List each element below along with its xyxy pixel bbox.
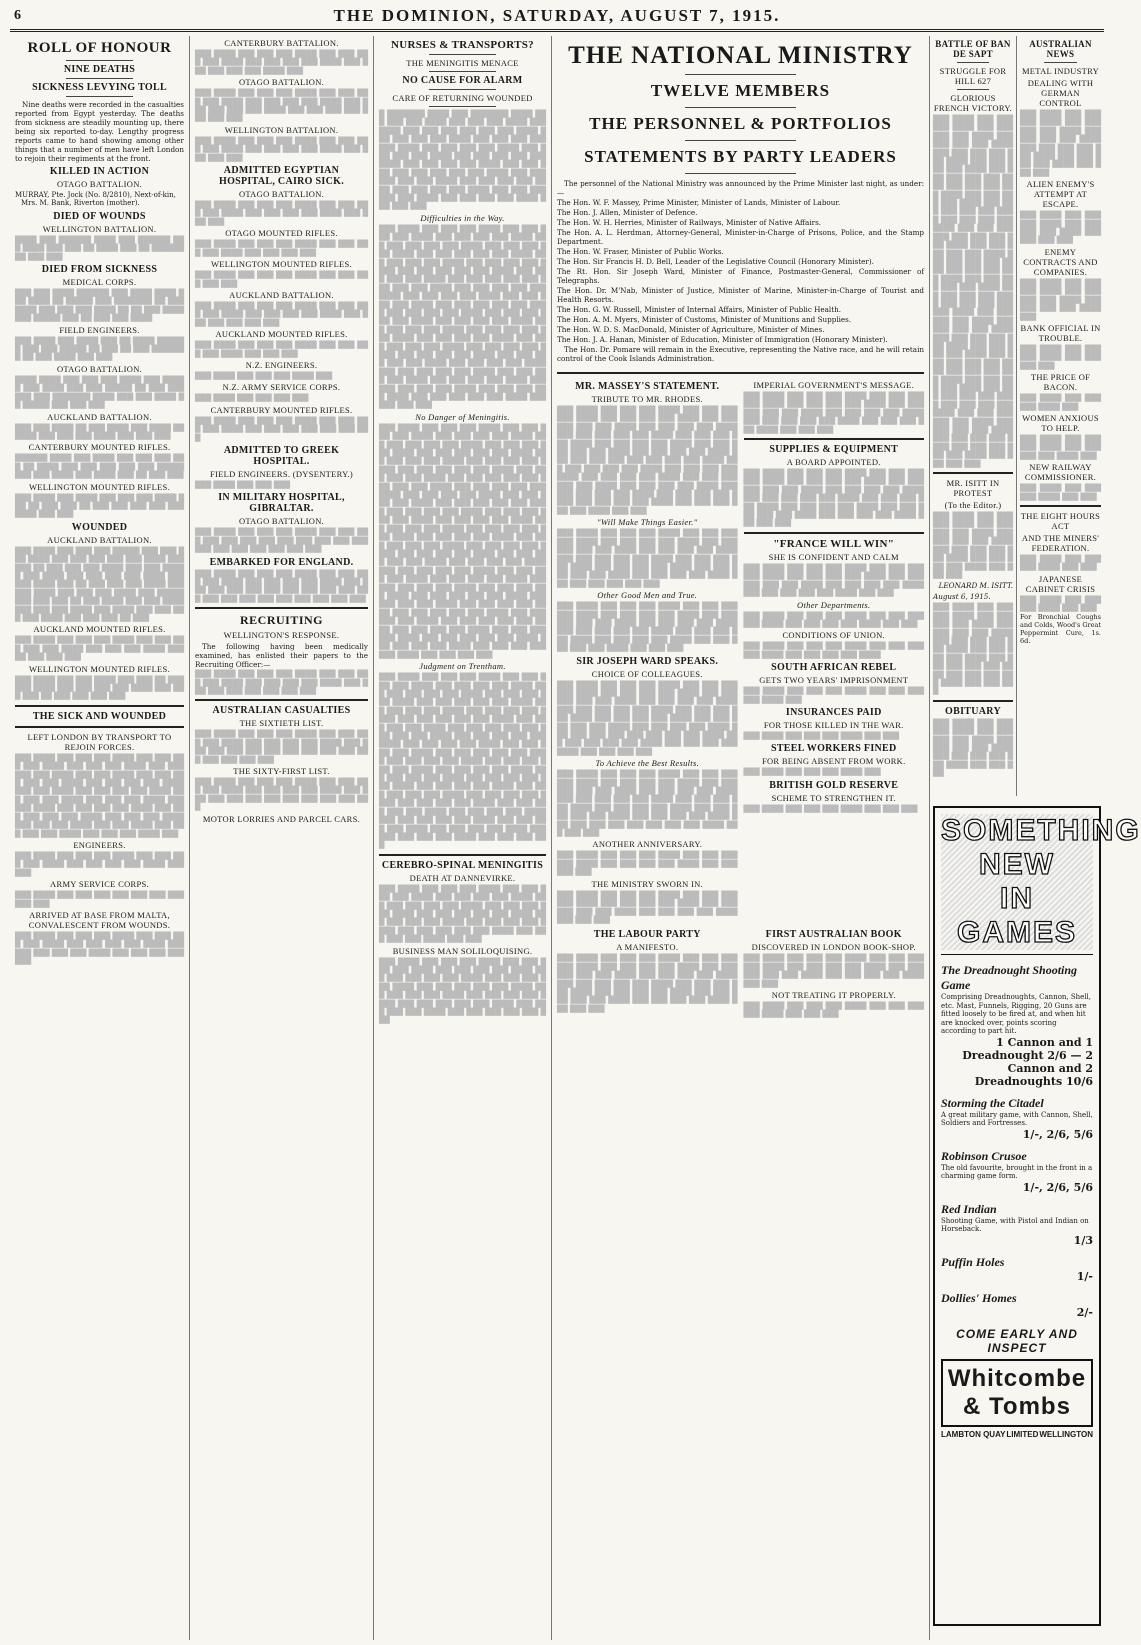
two-years: GETS TWO YEARS' IMPRISONMENT xyxy=(759,675,909,686)
wellington-heading-c2: WELLINGTON BATTALION. xyxy=(224,124,339,135)
choice-colleagues: CHOICE OF COLLEAGUES. xyxy=(591,668,703,679)
insurances-heading: INSURANCES PAID xyxy=(785,706,882,718)
games-list xyxy=(941,963,1093,1319)
letter-date: August 6, 1915. xyxy=(933,592,991,602)
rebel-heading: SOUTH AFRICAN REBEL xyxy=(771,662,897,674)
tribute-subhead: TRIBUTE TO MR. RHODES. xyxy=(591,394,703,404)
sickness-subhead: SICKNESS LEVYING TOLL xyxy=(32,82,167,93)
bank-official: BANK OFFICIAL IN TROUBLE. xyxy=(1020,322,1101,343)
other-good-men: Other Good Men and True. xyxy=(597,590,698,601)
column-right xyxy=(930,36,1141,1640)
game-name: Puffin Holes xyxy=(941,1254,1005,1269)
minister-entry: The Hon. A. M. Myers, Minister of Customs, Minister of Munitions and Supplies. xyxy=(557,315,852,324)
otago-heading-c2c: OTAGO BATTALION. xyxy=(238,516,325,527)
killed-heading: KILLED IN ACTION xyxy=(49,166,150,177)
game-name: Storming the Citadel xyxy=(941,1095,1044,1110)
canterbury-heading: CANTERBURY BATTALION. xyxy=(224,38,339,48)
france-will-win: "FRANCE WILL WIN" xyxy=(773,537,895,550)
military-hospital-heading: IN MILITARY HOSPITAL, GIBRALTAR. xyxy=(218,492,345,515)
nz-engineers-heading: N.Z. ENGINEERS. xyxy=(245,359,318,370)
firm-name: Whitcombe & Tombs xyxy=(941,1359,1093,1427)
engineers-heading: ENGINEERS. xyxy=(73,839,126,850)
care-returning: CARE OF RETURNING WOUNDED xyxy=(392,93,533,103)
asc-heading: ARMY SERVICE CORPS. xyxy=(50,879,149,890)
casualty-entry: MURRAY, Pte. Jock (No. 8/2810), Next-of-kin, Mrs. M. Bank, Riverton (mother). xyxy=(15,191,176,208)
women-help: WOMEN ANXIOUS TO HELP. xyxy=(1022,412,1099,433)
come-early: COME EARLY AND INSPECT xyxy=(956,1326,1078,1355)
minister-entry: The Hon. J. A. Hanan, Minister of Education, Minister of Immigration (Honorary Minister). xyxy=(557,335,888,344)
killed-in-war: FOR THOSE KILLED IN THE WAR. xyxy=(763,719,904,730)
game-name: Robinson Crusoe xyxy=(941,1148,1027,1163)
national-ministry-headline: THE NATIONAL MINISTRY xyxy=(568,42,913,69)
recruiting-intro: The following having been medically examined, has enlisted their papers to the Recruiting Officer:— xyxy=(195,642,368,670)
game-price: 1 Cannon and 1 Dreadnought 2/6 — 2 Cannon and 2 Dreadnoughts 10/6 xyxy=(962,1035,1093,1088)
columns xyxy=(10,36,1141,1640)
admitted-cairo-heading: ADMITTED EGYPTIAN HOSPITAL, CAIRO SICK. xyxy=(218,165,345,188)
sick-wounded-heading: THE SICK AND WOUNDED xyxy=(32,710,167,722)
died-wounds-heading: DIED OF WOUNDS xyxy=(53,210,146,222)
minister-entry: The Hon. Sir Francis H. D. Bell, Leader of the Legislative Council (Honorary Minister). xyxy=(557,257,874,266)
sixty-first-list: THE SIXTY-FIRST LIST. xyxy=(233,766,330,777)
amr-heading: AUCKLAND MOUNTED RIFLES. xyxy=(33,624,166,635)
alien-escape: ALIEN ENEMY'S ATTEMPT AT ESCAPE. xyxy=(1026,179,1095,210)
minister-entry: The Hon. Dr. M'Nab, Minister of Justice, Minister of Marine, Minister-in-Charge of Tourist and Health Resorts. xyxy=(557,286,924,304)
ward-speaks-heading: SIR JOSEPH WARD SPEAKS. xyxy=(576,655,719,667)
cmr-heading-c2: CANTERBURY MOUNTED RIFLES. xyxy=(210,404,353,415)
no-cause-alarm: NO CAUSE FOR ALARM xyxy=(402,75,523,86)
minister-entry: The Rt. Hon. Sir Joseph Ward, Minister of Finance, Postmaster-General, Commissioner of Telegraphs. xyxy=(557,267,924,285)
game-name: Dollies' Homes xyxy=(941,1290,1017,1305)
sixtieth-list: THE SIXTIETH LIST. xyxy=(239,718,324,729)
response-subhead: WELLINGTON'S RESPONSE. xyxy=(223,630,340,641)
minister-entry: The Hon. J. Allen, Minister of Defence. xyxy=(557,208,698,217)
minister-entry: The Hon. W. F. Massey, Prime Minister, Minister of Lands, Minister of Labour. xyxy=(557,198,841,207)
wmr-heading-2: WELLINGTON MOUNTED RIFLES. xyxy=(28,663,171,674)
minister-list xyxy=(557,198,924,344)
glorious-victory: GLORIOUS FRENCH VICTORY. xyxy=(933,93,1013,113)
page-number: 6 xyxy=(14,8,21,23)
game-name: Red Indian xyxy=(941,1201,997,1216)
will-make-easier: "Will Make Things Easier." xyxy=(597,517,698,528)
minister-entry: The Hon. A. L. Herdman, Attorney-General, Minister-in-Charge of Prisons, Police, and the Stamp Department. xyxy=(557,228,924,246)
isitt-signature: LEONARD M. ISITT. xyxy=(938,581,1013,591)
isitt-heading: MR. ISITT IN PROTEST xyxy=(946,478,1000,499)
board-appointed: A BOARD APPOINTED. xyxy=(786,457,881,468)
medical-heading: MEDICAL CORPS. xyxy=(62,277,137,288)
game-name: The Dreadnought Shooting Game xyxy=(941,963,1078,992)
nine-deaths-subhead: NINE DEATHS xyxy=(63,64,136,75)
obituary-heading: OBITUARY xyxy=(945,705,1001,717)
minister-entry: The Hon. W. H. Herries, Minister of Railways, Minister of Native Affairs. xyxy=(557,218,822,227)
australian-casualties-heading: AUSTRALIAN CASUALTIES xyxy=(212,705,351,717)
supplies-heading: SUPPLIES & EQUIPMENT xyxy=(769,444,899,456)
newspaper-title: THE DOMINION, SATURDAY, AUGUST 7, 1915. xyxy=(333,6,781,25)
cmr-heading: CANTERBURY MOUNTED RIFLES. xyxy=(28,442,171,453)
auckland-heading: AUCKLAND BATTALION. xyxy=(47,411,152,422)
amr-heading-c2: AUCKLAND MOUNTED RIFLES. xyxy=(215,329,348,340)
ministry-sworn: THE MINISTRY SWORN IN. xyxy=(591,878,704,889)
other-departments: Other Departments. xyxy=(797,599,871,610)
german-control: DEALING WITH GERMAN CONTROL xyxy=(1027,78,1094,108)
recruiting-heading: RECRUITING xyxy=(239,613,323,628)
enemy-contracts: ENEMY CONTRACTS AND COMPANIES. xyxy=(1023,246,1098,277)
railway-commissioner: NEW RAILWAY COMMISSIONER. xyxy=(1024,462,1097,483)
game-price: 2/- xyxy=(1076,1305,1093,1319)
minister-entry: The Hon. W. Fraser, Minister of Public Works. xyxy=(557,247,724,256)
column-ban-de-sapt: BATTLE OF BAN DE SAPT STRUGGLE FOR HILL 627 GLORIOUS FRENCH VICTORY. ███ ████ ███ ███ ███ ████ ███ ███ ███ ███ ████ ███ ███ ███ ███ ████ ███ ███ ███ ███ ███ ████ ███ ███ ███ ███ ████ ███ ███ ███ ███ ███ ████ ███ ███ ███ ███ ████ ███ ███ ███ ███ ████ ███ ███ ███ ███ ███ ████ ███ ███ ███ ███ ████ ███ ███ ███ ███ ███ ███ ███ ███ ████ ███ ███ ███ ███ ███ ████ ███ ███ ███ ███ ████ ███ ███ ███ ███ ████ ███ ███ ███ ███ ███ ████ ███ ███ ███ ███ ████ ███ ███ ███ ███ ███ ████ ███ ███ ███ ███ ████ ███ ███ ███ ███ ████ ███ ███ ███ ███ ███ ████ ███ ███ ███ ███ ████ ███ ███ ███ ███ ███ ████ ███ ███ ███ ███ ████ ███ ███ ███ ███ ████ ███ ███ ███ ███ ███ ████ ███ ███ ███ ███ ████ ███ ███ ███ ███ ███ ████ ███ ███ ███ ███ ████ ███ ███ ███ ███ ████ ███ ███ ███ ███ ███ ████ ███ ███ ███ ███ MR. ISITT IN PROTEST (To the Editor.) ███ ████ ███ ███ ███ ████ ███ ███ ███ ███ ████ ███ ███ ███ ███ ████ ███ ███ ███ ███ ███ ████ ███ ███ ███ ███ ████ ███ ███ ███ LEONARD M. ISITT. August 6, 1915. ███ ████ ███ ███ ███ ████ ███ ███ ███ ███ ████ ███ ███ ███ ███ ████ ███ ███ ███ ███ ███ ████ ███ ███ ███ ███ ████ ███ ███ ███ ███ ███ ████ ███ ███ ███ ███ ████ ███ ███ ███ OBITUARY ███ ████ ███ ███ ███ ████ ███ ███ ███ ███ ████ ███ ███ ███ ███ ████ ███ ███ ███ ███ ███ ████ ███ ███ ███ xyxy=(930,36,1017,796)
massey-statement-heading: MR. MASSEY'S STATEMENT. xyxy=(575,381,720,392)
address-right: WELLINGTON xyxy=(1039,1429,1093,1439)
price-of-bacon: THE PRICE OF BACON. xyxy=(1030,372,1091,393)
game-description: The old favourite, brought in the front in a charming game form. xyxy=(941,1163,1093,1180)
nz-asc-heading: N.Z. ARMY SERVICE CORPS. xyxy=(222,382,341,393)
game-price: 1/-, 2/6, 5/6 xyxy=(1022,1180,1093,1194)
cerebro-heading: CEREBRO-SPINAL MENINGITIS xyxy=(381,859,544,871)
pomare-note: The Hon. Dr. Pomare will remain in the Executive, representing the Native race, and he will retain control of the Cook Islands Administration. xyxy=(557,345,924,363)
masthead xyxy=(10,6,1104,32)
game-price: 1/-, 2/6, 5/6 xyxy=(1022,1127,1093,1141)
absent-from-work: FOR BEING ABSENT FROM WORK. xyxy=(761,756,906,767)
field-engineers-heading: FIELD ENGINEERS. xyxy=(59,324,140,335)
ministry-intro: The personnel of the National Ministry was announced by the Prime Minister last night, as under:— xyxy=(557,179,924,197)
column-australian-news: AUSTRALIAN NEWS METAL INDUSTRY DEALING WITH GERMAN CONTROL ███ ████ ███ ███ ███ ████ ███ ███ ███ ███ ████ ███ ███ ███ ███ ████ ███ ███ ███ ███ ███ ████ ███ ███ ███ ███ ████ ███ ███ ███ ALIEN ENEMY'S ATTEMPT AT ESCAPE. ███ ████ ███ ███ ███ ████ ███ ███ ███ ███ ████ ███ ███ ███ ███ ENEMY CONTRACTS AND COMPANIES. ███ ████ ███ ███ ███ ████ ███ ███ ███ ███ ████ ███ ███ ███ ███ ████ ███ BANK OFFICIAL IN TROUBLE. ███ ████ ███ ███ ███ ████ ███ ███ ███ ███ THE PRICE OF BACON. ███ ████ ███ ███ ███ ████ ███ WOMEN ANXIOUS TO HELP. ███ ████ ███ ███ ███ ████ ███ ███ ███ ███ ████ ███ NEW RAILWAY COMMISSIONER. ███ ████ ███ ███ ███ ████ ███ ███ THE EIGHT HOURS ACT AND THE MINERS' FEDERATION. ███ ████ ███ ███ ███ ████ ███ ███ JAPANESE CABINET CRISIS ███ ████ ███ ███ ███ ████ ███ ███ For Bronchial Coughs and Colds, Wood's Great Peppermint Cure, 1s. 6d. xyxy=(1020,39,1101,645)
auckland-heading-2: AUCKLAND BATTALION. xyxy=(47,534,152,545)
nurses-heading: NURSES & TRANSPORTS? xyxy=(391,39,534,51)
another-anniversary: ANOTHER ANNIVERSARY. xyxy=(592,839,703,850)
minister-entry: The Hon. W. D. S. MacDonald, Minister of Agriculture, Minister of Mines. xyxy=(557,325,825,334)
personnel-subhead: THE PERSONNEL & PORTFOLIOS xyxy=(589,114,892,133)
otago-heading-2: OTAGO BATTALION. xyxy=(56,363,143,374)
eight-hours-act: THE EIGHT HOURS ACT xyxy=(1020,510,1101,531)
statements-subhead: STATEMENTS BY PARTY LEADERS xyxy=(584,147,897,166)
wounded-heading: WOUNDED xyxy=(71,521,128,533)
game-description: A great military game, with Cannon, Shell, Soldiers and Fortresses. xyxy=(941,1110,1093,1127)
game-description: Shooting Game, with Pistol and Indian on Horseback. xyxy=(941,1216,1089,1233)
australian-news-heading: AUSTRALIAN NEWS xyxy=(1029,39,1092,59)
embarked-heading: EMBARKED FOR ENGLAND. xyxy=(209,556,354,568)
judgment-subhead: Judgment on Trentham. xyxy=(419,661,506,672)
roll-of-honour-heading: ROLL OF HONOUR xyxy=(27,40,172,56)
address-left: LAMBTON QUAY xyxy=(941,1429,1006,1439)
wmr-heading: WELLINGTON MOUNTED RIFLES. xyxy=(28,481,171,492)
japanese-crisis: JAPANESE CABINET CRISIS xyxy=(1025,573,1096,594)
auckland-heading-c2: AUCKLAND BATTALION. xyxy=(229,289,334,300)
otago-heading-c2: OTAGO BATTALION. xyxy=(238,77,325,88)
ad-headline-2: IN GAMES xyxy=(941,882,1093,950)
conditions-union: CONDITIONS OF UNION. xyxy=(782,630,886,641)
miners-federation: AND THE MINERS' FEDERATION. xyxy=(1021,532,1100,553)
no-danger-subhead: No Danger of Meningitis. xyxy=(415,411,510,422)
game-price: 1/- xyxy=(1076,1269,1093,1283)
left-london-heading: LEFT LONDON BY TRANSPORT TO REJOIN FORCES. xyxy=(27,731,172,752)
died-sickness-heading: DIED FROM SICKNESS xyxy=(41,264,158,276)
motor-lorries-ad: MOTOR LORRIES AND PARCEL CARS. xyxy=(202,813,361,824)
wmr-heading-c2: WELLINGTON MOUNTED RIFLES. xyxy=(210,259,353,270)
column-casualty-lists: CANTERBURY BATTALION. ███ ████ ███ ███ ███ ████ ███ ███ ███ ███ ████ ███ ███ ███ ███ ████ ███ ███ ███ ███ ███ ████ ███ OTAGO BATTALION. ███ ████ ███ ███ ███ ████ ███ ███ ███ ███ ████ ███ ███ ███ ███ ████ ███ ███ ███ ███ ███ ████ ███ ███ ███ ███ ███ ███ ███ WELLINGTON BATTALION. ███ ████ ███ ███ ███ ████ ███ ███ ███ ███ ████ ███ ███ ███ ███ ████ ███ ███ ███ ███ ADMITTED EGYPTIAN HOSPITAL, CAIRO SICK. OTAGO BATTALION. ███ ████ ███ ███ ███ ████ ███ ███ ███ ███ ████ ███ ███ ███ ███ ████ ███ ███ ███ OTAGO MOUNTED RIFLES. ███ ████ ███ ███ ███ ████ ███ ███ ███ ███ ████ ███ ███ ███ ███ WELLINGTON MOUNTED RIFLES. ███ ████ ███ ███ ███ ████ ███ ███ ███ ███ ███ AUCKLAND BATTALION. ███ ████ ███ ███ ███ ████ ███ ███ ███ ███ ████ ███ ███ ███ ███ ████ ███ ███ ███ ███ ███ ███ AUCKLAND MOUNTED RIFLES. ███ ████ ███ ███ ███ ████ ███ ███ ███ ███ ████ ███ ███ ███ N.Z. ENGINEERS. ███ ████ ███ ███ ███ ████ ███ N.Z. ARMY SERVICE CORPS. ███ ████ ███ ███ ███ ███ CANTERBURY MOUNTED RIFLES. ███ ████ ███ ███ ███ ████ ███ ███ ███ ███ ████ ███ ███ ███ ███ ███ ███ ███ ADMITTED TO GREEK HOSPITAL. FIELD ENGINEERS. (DYSENTERY.) ███ ████ ███ ███ ███ IN MILITARY HOSPITAL, GIBRALTAR. OTAGO BATTALION. ███ ████ ███ ███ ███ ████ ███ ███ ███ ███ ███ ███ ███ ███ ███ ███ ███ ███ ███ ███ ███ ███ ███ ███ ███ EMBARKED FOR ENGLAND. ███ ████ ███ ███ ███ ████ ███ ███ ███ ███ ████ ███ ███ ███ ███ ████ ███ ███ ███ ███ ███ ███ ███ ███ ███ ███ ███ ███ ███ ███ ███ ███ ███ ███ ███ ███ RECRUITING WELLINGTON'S RESPONSE. The following having been medically examined, has enlisted their papers to the Recruiting Officer:— ███ ████ ███ ███ ███ ████ ███ ███ ███ ███ ████ ███ ███ ███ ███ ████ ███ ███ ███ ███ ███ ███ ███ ███ AUSTRALIAN CASUALTIES THE SIXTIETH LIST. ███ ████ ███ ███ ███ ████ ███ ███ ███ ███ ████ ███ ███ ███ ███ ████ ███ ███ ███ ███ ███ ███ ███ ███ ███ ███ ███ ███ ███ ███ ███ THE SIXTY-FIRST LIST. ███ ████ ███ ███ ███ ████ ███ ███ ███ ███ ████ ███ ███ ███ ███ ████ ███ ███ ███ ███ ███ ███ ███ ███ ███ ███ ███ MOTOR LORRIES AND PARCEL CARS. xyxy=(190,36,374,1640)
business-man: BUSINESS MAN SOLILOQUISING. xyxy=(392,945,533,956)
otago-heading-c2b: OTAGO BATTALION. xyxy=(238,189,325,200)
labour-manifesto: A MANIFESTO. xyxy=(616,942,679,953)
meningitis-menace: THE MENINGITIS MENACE xyxy=(406,58,519,68)
ban-de-sapt-heading: BATTLE OF BAN DE SAPT xyxy=(935,39,1011,59)
strengthen: SCHEME TO STRENGTHEN IT. xyxy=(771,792,896,803)
column-national-ministry: THE NATIONAL MINISTRY TWELVE MEMBERS THE PERSONNEL & PORTFOLIOS STATEMENTS BY PARTY LEADERS The personnel of the National Ministry was announced by the Prime Minister last night, as under:— The Hon. W. F. Massey, Prime Minister, Minister of Lands, Minister of Labour. The Hon. J. Allen, Minister of Defence. The Hon. W. H. Herries, Minister of Railways, Minister of Native Affairs. The Hon. A. L. Herdman, Attorney-General, Minister-in-Charge of Prisons, Police, and the Stamp Department. The Hon. W. Fraser, Minister of Public Works. The Hon. Sir Francis H. D. Bell, Leader of the Legislative Council (Honorary Minister). The Rt. Hon. Sir Joseph Ward, Minister of Finance, Postmaster-General, Commissioner of Telegraphs. The Hon. Dr. M'Nab, Minister of Justice, Minister of Marine, Minister-in-Charge of Tourist and Health Resorts. The Hon. G. W. Russell, Minister of Internal Affairs, Minister of Public Health. The Hon. A. M. Myers, Minister of Customs, Minister of Munitions and Supplies. The Hon. W. D. S. MacDonald, Minister of Agriculture, Minister of Mines. The Hon. J. A. Hanan, Minister of Education, Minister of Immigration (Honorary Minister). The Hon. Dr. Pomare will remain in the Executive, representing the Native race, and he will retain control of the Cook Islands Administration. MR. MASSEY'S STATEMENT. TRIBUTE TO MR. RHODES. ███ ████ ███ ███ ███ ████ ███ ███ ███ ███ ████ ███ ███ ███ ███ ████ ███ ███ ███ ███ ███ ████ ███ ███ ███ ███ ████ ███ ███ ███ ███ ███ ████ ███ ███ ███ ███ ████ ███ ███ ███ ███ ████ ███ ███ ███ ███ ███ ████ ███ ███ ███ ███ ████ ███ ███ ███ ███ ███ ███ ███ ███ ████ ███ ███ ███ ███ ███ ████ ███ ███ ███ ███ ████ ███ ███ ███ ███ ████ ███ ███ ███ ███ ███ ████ ███ ███ ███ ███ ████ ███ ███ ███ ███ ███ ████ ███ ███ ███ ███ ████ ███ ███ ███ ███ ████ ███ ███ ███ ███ ███ ████ ███ ███ "Will Make Things Easier." ███ ████ ███ ███ ███ ████ ███ ███ ███ ███ ████ ███ ███ ███ ███ ████ ███ ███ ███ ███ ███ ████ ███ ███ ███ ███ ████ ███ ███ ███ ███ ███ ████ ███ ███ ███ ███ ████ ███ ███ ███ ███ ████ ███ ███ ███ ███ ███ ████ ███ ███ ███ ███ ████ ███ ███ ███ ███ ███ ███ Other Good Men and True. ███ ████ ███ ███ ███ ████ ███ ███ ███ ███ ████ ███ ███ ███ ███ ████ ███ ███ ███ ███ ███ ████ ███ ███ ███ ███ ████ ███ ███ ███ ███ ███ ████ ███ ███ ███ ███ ████ ███ ███ ███ ███ ████ ███ ███ ███ ███ ███ ████ ███ ███ ███ SIR JOSEPH WARD SPEAKS. CHOICE OF COLLEAGUES. ███ ████ ███ ███ ███ ████ ███ ███ ███ ███ ████ ███ ███ ███ ███ ████ ███ ███ ███ ███ ███ ████ ███ ███ ███ ███ ████ ███ ███ ███ ███ ███ ████ ███ ███ ███ ███ ████ ███ ███ ███ ███ ████ ███ ███ ███ ███ ███ ████ ███ ███ ███ ███ ████ ███ ███ ███ ███ ███ ███ ███ ███ ████ ███ ███ ███ ███ ███ ████ ███ ███ ███ ███ ████ ███ ███ ███ ███ To Achieve the Best Results. ███ ████ ███ ███ ███ ████ ███ ███ ███ ███ ████ ███ ███ ███ ███ ████ ███ ███ ███ ███ ███ ████ ███ ███ ███ ███ ████ ███ ███ ███ ███ ███ ████ ███ ███ ███ ███ ████ ███ ███ ███ ███ ████ ███ ███ ███ ███ ███ ████ ███ ███ ███ ███ ████ ███ ███ ███ ███ ███ ███ ███ ███ ████ ███ ███ ███ ANOTHER ANNIVERSARY. ███ ████ ███ ███ ███ ████ ███ ███ ███ ███ ████ ███ ███ ███ ███ ████ ███ ███ ███ ███ THE MINISTRY SWORN IN. ███ ████ ███ ███ ███ ████ ███ ███ ███ ███ ████ ███ ███ ███ ███ ████ ███ ███ ███ ███ ███ ████ ███ ███ ███ ███ ████ ███ ███ ███ IMPERIAL GOVERNMENT'S MESSAGE. ███ ████ ███ ███ ███ ████ ███ ███ ███ ███ ████ ███ ███ ███ ███ ████ ███ ███ ███ ███ ███ ████ ███ ███ ███ ███ ████ ███ ███ ███ ███ ███ ████ ███ ███ ███ ███ ████ ███ ███ ███ SUPPLIES & EQUIPMENT A BOARD APPOINTED. ███ ████ ███ ███ ███ ████ ███ ███ ███ ███ ████ ███ ███ ███ ███ ████ ███ ███ ███ ███ ███ ████ ███ ███ ███ ███ ████ ███ ███ ███ ███ ███ ████ ███ ███ ███ ███ ████ ███ ███ ███ ███ ████ ███ ███ ███ ███ ███ ████ ███ ███ ███ ███ ████ ███ ███ ███ "FRANCE WILL WIN" SHE IS CONFIDENT AND CALM ███ ████ ███ ███ ███ ████ ███ ███ ███ ███ ████ ███ ███ ███ ███ ████ ███ ███ ███ ███ ███ ████ ███ ███ ███ ███ ████ ███ ███ ███ ███ ███ ████ ███ ███ Other Departments. ███ ████ ███ ███ ███ ████ ███ ███ ███ ███ ████ ███ ███ ███ ███ ████ ███ ███ CONDITIONS OF UNION. ███ ████ ███ ███ ███ ████ ███ ███ ███ ███ ████ ███ ███ ███ ███ ████ SOUTH AFRICAN REBEL GETS TWO YEARS' IMPRISONMENT ███ ████ ███ ███ ███ ████ ███ ███ ███ ███ ████ ███ INSURANCES PAID FOR THOSE KILLED IN THE WAR. ███ ████ ███ ███ ███ ████ ███ ███ STEEL WORKERS FINED FOR BEING ABSENT FROM WORK. ███ ████ ███ ███ ███ ████ ███ BRITISH GOLD RESERVE SCHEME TO STRENGTHEN IT. ███ ████ ███ ███ ███ ████ ███ ███ ███ THE LABOUR PARTY A MANIFESTO. ███ ████ ███ ███ ███ ████ ███ ███ ███ ███ ████ ███ ███ ███ ███ ████ ███ ███ ███ ███ ███ ████ ███ ███ ███ ███ ████ ███ ███ ███ ███ ███ ████ ███ ███ ███ ███ ████ ███ ███ ███ ███ ████ ███ ███ ███ ███ ███ ████ ███ ███ ███ ███ ████ ███ ███ ███ FIRST AUSTRALIAN BOOK DISCOVERED IN LONDON BOOK-SHOP. ███ ████ ███ ███ ███ ████ ███ ███ ███ ███ ████ ███ ███ ███ ███ ████ ███ ███ ███ ███ ███ ████ ███ ███ ███ ███ ████ ███ ███ NOT TREATING IT PROPERLY. ███ ████ ███ ███ ███ ████ ███ ███ ███ ███ ████ ███ ███ ███ xyxy=(552,36,930,1640)
imperial-message: IMPERIAL GOVERNMENT'S MESSAGE. xyxy=(753,380,915,390)
death-dannevirke: DEATH AT DANNEVIRKE. xyxy=(409,872,516,883)
ad-headline-1: SOMETHING NEW xyxy=(941,814,1141,881)
firm-limited: LIMITED xyxy=(1006,1429,1039,1439)
twelve-members-subhead: TWELVE MEMBERS xyxy=(650,81,831,100)
game-description: Comprising Dreadnoughts, Cannon, Shell, etc. Mast, Funnels, Rigging, 20 Guns are fitted loosely to be fired at, and when hit are knocked over, points scoring according to part hit. xyxy=(941,993,1092,1035)
field-dysentery-heading: FIELD ENGINEERS. (DYSENTERY.) xyxy=(209,468,354,479)
otago-rifles-heading: OTAGO MOUNTED RIFLES. xyxy=(225,228,338,239)
confident-calm: SHE IS CONFIDENT AND CALM xyxy=(768,551,899,562)
book-discovered: DISCOVERED IN LONDON BOOK-SHOP. xyxy=(751,942,916,953)
metal-industry: METAL INDUSTRY xyxy=(1021,66,1100,76)
not-treating: NOT TREATING IT PROPERLY. xyxy=(771,989,896,1000)
games-advertisement xyxy=(933,806,1141,1626)
best-results: To Achieve the Best Results. xyxy=(595,758,700,769)
first-book-heading: FIRST AUSTRALIAN BOOK xyxy=(765,929,902,941)
column-roll-of-honour: ROLL OF HONOUR NINE DEATHS SICKNESS LEVYING TOLL Nine deaths were recorded in the casualties reported from Egypt yesterday. The deaths from sickness are steadily mounting up, there being six reported to-day. Lengthy progress reports came to hand showing among other things that a number of men have left London to rejoin their regiments at the front. KILLED IN ACTION OTAGO BATTALION. MURRAY, Pte. Jock (No. 8/2810), Next-of-kin, Mrs. M. Bank, Riverton (mother). DIED OF WOUNDS WELLINGTON BATTALION. ████ ███ ██████ ████ ███ ██████ ███ ████ ███ ███ ██ ████ ███ ██ ████████ ███ ███ DIED FROM SICKNESS MEDICAL CORPS. ███ ███ ████ ██████ ███ ████ ████ ███ ████ ██ █████ ███ ███████ ██ ███ ████ ███ ███ ███ ████ ██ ██ ███ ███████ █████ ███ ██ ███ ███ ████ FIELD ENGINEERS. ███ ████ ███ ████ ███ ██ ████ ██████ ███ ███ █████ ██ ███ ██ ███ ███████ ██ ███ ████ ███ ███ OTAGO BATTALION. ████ ████ ███ ███ ███ ████ ███ █████ ███ ████ ███ ███ █████ ██ ███ ███ ███ ███ ███████ ████ ███ ███ ████ ██ █████ ███ ███ ███ AUCKLAND BATTALION. ███ ███ ████ ██ ███ ████ ███ ████ ██ ████ ███ ███ ███ ████ ███ ███ ███ CANTERBURY MOUNTED RIFLES. ██████ ████ ███ ████ ███ ███ ███ ███ ██ ████ ███ ███ ███ ███ ███ █████ ███ ███ ████ ███ ████ ███ ██ ███ ███ WELLINGTON MOUNTED RIFLES. ███ ████ ███ ████ ███ ███ ███ ████ ███ ██ ███ ███ ██ ███ ███ ███ ███ ███ ████ ███ ███ WOUNDED AUCKLAND BATTALION. ███ ████ ███ ███ ███ █████ ███ ███ ███ ████ ███ ███ ███ ███ ███ ████ ███ ███ ██ ███ ███ ███ ████ ███ ███ █████ ███ ████ ███ ███ ███ ███ ████ ███ ███ ████ ███ ██ ███ ███ ███ ████ ███ ███ ████ ███ ███ ███ ████ ███ █████ ███ ███ ███ ██ ███ ████ ███ ███ ████ ███ ███ ███ ████ ███ ████ ███ ███ ███ ███ ████ ███ ███ ███ ██ ███ AUCKLAND MOUNTED RIFLES. ███ ████ ███ ███ ███ ████ ███ ███ ███ ███ ███ ████ ███ ███ ███ ████ ███ ██ ███ ███ ███ WELLINGTON MOUNTED RIFLES. ███ ████ ███ ███ ████ ███ ███ ██ ███ ███ ████ ███ ███ ███ ███ ████ ███ ███ ███ ██ ███ ███ ███ ███ THE SICK AND WOUNDED LEFT LONDON BY TRANSPORT TO REJOIN FORCES. ███ ████ ███ ███ ███ ████ ███ ███ ███ ███ ████ ███ ███ ███ ████ ███ ███ ███ ███ ████ ███ ███ ████ ███ ███ ███ ███ ███ ████ ███ ███ ███ ███ ████ ███ ███ ████ ███ ███ ███ ███ ████ ███ ███ ███ ████ ███ ███ ███ ████ ███ ███ ████ ███ ███ ███ ███ ████ ███ ███ ███ ███ ███ ████ ███ ███ ███ ████ ███ ███ ███ ████ ███ ███ ████ ███ ███ ███ ███ ████ ███ ███ ███ ████ ███ ENGINEERS. ███ ████ ███ ███ ███ ████ ███ ███ ███ ███ ████ ███ ███ ███ ███ ████ ███ ███ ARMY SERVICE CORPS. ███ ████ ███ ███ ███ ███ ███ ███ ███ ███ ███ ARRIVED AT BASE FROM MALTA, CONVALESCENT FROM WOUNDS. ███ ████ ███ ███ ███ ████ ███ ███ ███ ███ ████ ███ ███ ███ ███ ████ ███ ███ ███ ███ ███ ████ ███ ███ ███ ███ ███ xyxy=(10,36,190,1640)
hill-627: STRUGGLE FOR HILL 627 xyxy=(939,66,1007,86)
column-meningitis: NURSES & TRANSPORTS? THE MENINGITIS MENACE NO CAUSE FOR ALARM CARE OF RETURNING WOUNDED █ ███████ ████ ███ ███████ ████ ███ ███ ███ ████ ███ ███ ███ ████ ███ ████ ███ ███ ███ ███ ███ ███ ████ ███ ███ ███ ███ ████ ███ ███ ███ ███ ███ ████ ███ ███ ███ ███ ████ ███ ███ ███ ███ ████ ███ ███ ███ ███ ███ ████ ███ ███ ███ ███ ████ ███ ███ ███ ███ ███ ███ ███ ███ ████ ███ ███ ███ ███ ███ ████ ███ ███ ███ ███ ████ ███ ███ ███ ███ ████ ███ ███ ███ ███ ███ ████ ███ ███ ███ ███ ████ ███ ███ ███ Difficulties in the Way. ███ ████ ███ ███ ███ ████ ███ ███ ███ ███ ████ ███ ███ ███ ███ ████ ███ ███ ███ ███ ███ ████ ███ ███ ███ ███ ████ ███ ███ ███ ███ ███ ████ ███ ███ ███ ███ ████ ███ ███ ███ ███ ████ ███ ███ ███ ███ ███ ████ ███ ███ ███ ███ ████ ███ ███ ███ ███ ███ ███ ███ ███ ████ ███ ███ ███ ███ ███ ████ ███ ███ ███ ███ ████ ███ ███ ███ ███ ████ ███ ███ ███ ███ ███ ████ ███ ███ ███ ███ ████ ███ ███ ███ ███ ███ ████ ███ ███ ███ ███ ████ ███ ███ ███ ███ ████ ███ ███ ███ ███ ███ ████ ███ ███ ███ ███ ████ ███ ███ ███ ███ ███ ████ ███ ███ ███ ███ ████ ███ ███ ███ ███ ████ ███ ███ ███ ███ ███ ████ ███ ███ ███ ███ ████ ███ ███ ███ ███ ███ ████ ███ ███ ███ ███ ████ ███ ███ ███ ███ ████ ███ ███ ███ ███ ███ ████ ███ ███ ███ ███ ████ ███ ███ ███ ███ ███ ████ ███ ███ ███ ███ No Danger of Meningitis. ███ ████ ███ ███ ███ ████ ███ ███ ███ ███ ████ ███ ███ ███ ███ ████ ███ ███ ███ ███ ███ ████ ███ ███ ███ ███ ████ ███ ███ ███ ███ ███ ████ ███ ███ ███ ███ ████ ███ ███ ███ ███ ████ ███ ███ ███ ███ ███ ████ ███ ███ ███ ███ ████ ███ ███ ███ ███ ███ ███ ███ ███ ████ ███ ███ ███ ███ ███ ████ ███ ███ ███ ███ ████ ███ ███ ███ ███ ████ ███ ███ ███ ███ ███ ████ ███ ███ ███ ███ ████ ███ ███ ███ ███ ███ ████ ███ ███ ███ ███ ████ ███ ███ ███ ███ ████ ███ ███ ███ ███ ███ ████ ███ ███ ███ ███ ████ ███ ███ ███ ███ ███ ████ ███ ███ ███ ███ ████ ███ ███ ███ ███ ████ ███ ███ ███ ███ ███ ████ ███ ███ ███ ███ ████ ███ ███ ███ ███ ███ ████ ███ ███ ███ ███ ████ ███ ███ ███ ███ ████ ███ ███ ███ ███ ███ ████ ███ ███ ███ ███ ████ ███ ███ ███ ███ ███ ████ ███ ███ ███ ███ ████ ███ ███ ███ ███ ████ ███ ███ ███ ███ ███ ████ ███ ███ ███ ███ ████ ███ ███ ███ ███ ███ ████ ███ ███ ███ ███ ████ ███ ███ ███ ███ ████ ███ ███ ███ ███ ███ ████ ███ ███ ███ ███ ████ ███ ███ ███ ███ ███ ████ ███ ███ ███ ███ Judgment on Trentham. ███ ████ ███ ███ ███ ████ ███ ███ ███ ███ ████ ███ ███ ███ ███ ████ ███ ███ ███ ███ ███ ████ ███ ███ ███ ███ ████ ███ ███ ███ ███ ███ ████ ███ ███ ███ ███ ████ ███ ███ ███ ███ ████ ███ ███ ███ ███ ███ ████ ███ ███ ███ ███ ████ ███ ███ ███ ███ ███ ███ ███ ███ ████ ███ ███ ███ ███ ███ ████ ███ ███ ███ ███ ████ ███ ███ ███ ███ ████ ███ ███ ███ ███ ███ ████ ███ ███ ███ ███ ████ ███ ███ ███ ███ ███ ████ ███ ███ ███ ███ ████ ███ ███ ███ ███ ████ ███ ███ ███ ███ ███ ████ ███ ███ ███ ███ ████ ███ ███ ███ ███ ███ ████ ███ ███ ███ ███ ████ ███ ███ ███ ███ ████ ███ ███ ███ ███ ███ ████ ███ ███ ███ ███ ████ ███ ███ ███ ███ ███ ████ ███ ███ ███ ███ ████ ███ ███ ███ ███ ████ ███ ███ ███ ███ ███ ████ ███ ███ ███ ███ CEREBRO-SPINAL MENINGITIS DEATH AT DANNEVIRKE. ███ ████ ███ ███ ███ ████ ███ ███ ███ ███ ████ ███ ███ ███ ███ ████ ███ ███ ███ ███ ███ ████ ███ ███ ███ ███ ████ ███ ███ ███ ███ ███ ████ ███ ███ ███ ███ ████ ███ ███ ███ ███ ████ ███ ███ ███ ███ ███ ████ ███ ███ ███ ███ ████ ███ ███ BUSINESS MAN SOLILOQUISING. ███ ████ ███ ███ ███ ████ ███ ███ ███ ███ ████ ███ ███ ███ ███ ████ ███ ███ ███ ███ ███ ████ ███ ███ ███ ███ ████ ███ ███ ███ ███ ███ ████ ███ ███ ███ ███ ████ ███ ███ ███ ███ ████ ███ ███ ███ ███ ███ ████ ███ ███ ███ ███ ████ ███ ███ ███ ███ ███ ███ xyxy=(374,36,552,1640)
labour-party-heading: THE LABOUR PARTY xyxy=(593,929,701,941)
difficulties-subhead: Difficulties in the Way. xyxy=(420,212,505,223)
steel-heading: STEEL WORKERS FINED xyxy=(770,743,897,755)
game-price: 1/3 xyxy=(1073,1233,1093,1247)
gold-heading: BRITISH GOLD RESERVE xyxy=(769,779,899,791)
to-editor: (To the Editor.) xyxy=(944,500,1002,511)
sanders-ad: For Bronchial Coughs and Colds, Wood's Great Peppermint Cure, 1s. 6d. xyxy=(1020,612,1101,645)
roll-intro: Nine deaths were recorded in the casualties reported from Egypt yesterday. The deaths from sickness are steadily mounting up, there being six reported to-day. Lengthy progress reports came to hand showing among other things that a number of men have left London to rejoin their regiments at the front. xyxy=(15,100,184,163)
arrived-heading: ARRIVED AT BASE FROM MALTA, CONVALESCENT FROM WOUNDS. xyxy=(28,909,171,930)
minister-entry: The Hon. G. W. Russell, Minister of Internal Affairs, Minister of Public Health. xyxy=(557,305,842,314)
greek-hospital-heading: ADMITTED TO GREEK HOSPITAL. xyxy=(223,444,340,467)
otago-heading: OTAGO BATTALION. xyxy=(56,179,143,189)
wellington-heading: WELLINGTON BATTALION. xyxy=(42,223,157,234)
